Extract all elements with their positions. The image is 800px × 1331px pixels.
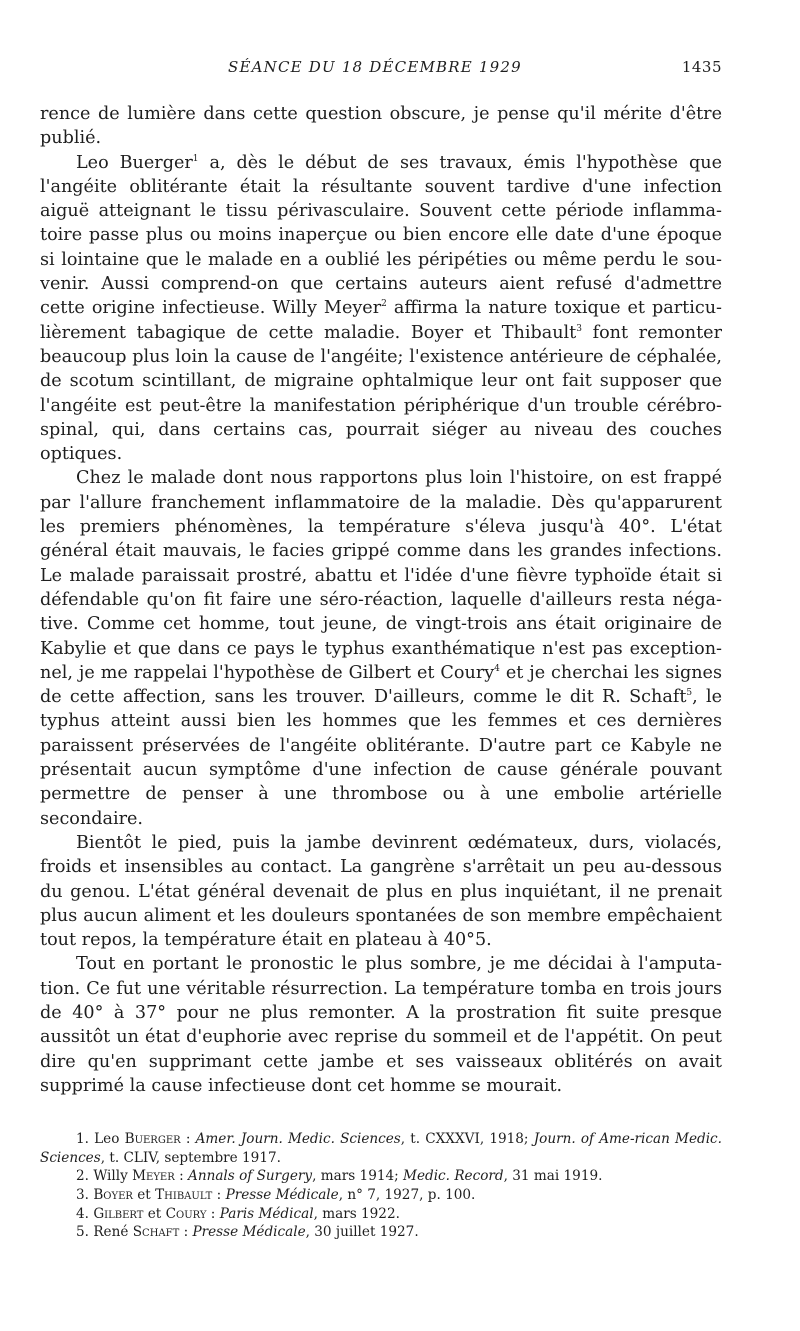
author-last: Buerger bbox=[124, 1131, 181, 1148]
journal-title: Presse Médicale bbox=[192, 1224, 306, 1241]
journal-title: Annals of Surgery bbox=[188, 1168, 313, 1185]
citation-detail: , 31 mai 1919. bbox=[503, 1168, 603, 1185]
footnote-5 bbox=[40, 1223, 722, 1242]
running-title: SÉANCE DU 18 DÉCEMBRE 1929 bbox=[228, 58, 522, 76]
citation-detail: , t. CXXXVI, 1918; bbox=[400, 1131, 534, 1148]
citation-detail: , mars 1914; bbox=[312, 1168, 404, 1185]
text-run: , le typhus atteint aussi bien les hommes que les femmes et ces dernières paraissent préservées de l'angéite oblitérante. D'autre part ce Kabyle ne présentait aucun symptôme d'une infection de cause générale pouvant permettre de penser à une thrombose ou à une embolie artérielle secondaire. bbox=[40, 687, 722, 829]
citation-detail: , mars 1922. bbox=[313, 1205, 400, 1222]
footnote-number: 2. bbox=[76, 1168, 89, 1185]
author-last: Schaft bbox=[132, 1224, 180, 1241]
footnote-1 bbox=[40, 1130, 722, 1167]
author-last: Boyer bbox=[93, 1186, 133, 1203]
author-last: Meyer bbox=[132, 1168, 175, 1185]
conjunction: et bbox=[143, 1205, 166, 1222]
text-run: Chez le malade dont nous rapportons plus loin l'histoire, on est frappé par l'allure franchement inflammatoire de la maladie. Dès qu'apparurent les premiers phénomènes, la température s'éleva jusqu'à 40°. L'état général était mauvais, le facies grippé comme dans les grandes infections. Le malade paraissait prostré, abattu et l'idée d'une fièvre typhoïde était si défendable qu'on fit faire une séro-réaction, laquelle d'ailleurs resta néga-tive. Comme cet homme, tout jeune, de vingt-trois ans était originaire de Kabylie et que dans ce pays le typhus exanthématique n'est pas exception-nel, je me rappelai l'hypothèse de Gilbert et Coury bbox=[40, 468, 722, 683]
text-run: et je cherchai les signes de cette affection, sans les trouver. D'ailleurs, comme le dit R. Schaft bbox=[40, 662, 722, 708]
journal-title: Presse Médicale bbox=[225, 1186, 339, 1203]
footnote-ref-3: 3 bbox=[576, 323, 582, 334]
conjunction: et bbox=[132, 1186, 156, 1203]
separator: : bbox=[206, 1205, 220, 1222]
footnote-4 bbox=[40, 1205, 722, 1224]
text-run: a, dès le début de ses travaux, émis l'hypothèse que l'angéite oblitérante était la résultante souvent tardive d'une infection aiguë atteignant le tissu périvasculaire. Souvent cette période inflamma-toire passe plus ou moins inaperçue ou bien encore elle date d'une époque si lointaine que le malade en a oublié les péripéties ou même perdu le sou-venir. Aussi comprend-on que certains auteurs aient refusé d'admettre cette origine infectieuse. Willy Meyer bbox=[40, 152, 722, 319]
author-first: Leo bbox=[94, 1131, 120, 1148]
separator: : bbox=[174, 1168, 188, 1185]
author-last: Coury bbox=[165, 1205, 207, 1222]
text-run: font remonter beaucoup plus loin la cause de l'angéite; l'existence antérieure de céphalée, de scotum scintillant, de migraine ophtalmique leur ont fait supposer que l'angéite est peut-être la manifestation périphérique d'un trouble cérébro-spinal, qui, dans certains cas, pourrait siéger au niveau des couches optiques. bbox=[40, 322, 722, 465]
footnote-number: 5. bbox=[76, 1224, 89, 1241]
footnote-ref-4: 4 bbox=[494, 663, 500, 674]
separator: : bbox=[180, 1131, 196, 1148]
author-last: Gilbert bbox=[93, 1205, 144, 1222]
paragraph-4: Bientôt le pied, puis la jambe devinrent œdémateux, durs, violacés, froids et insensibles au contact. La gangrène s'arrêtait un peu au-dessous du genou. L'état général devenait de plus en plus inquiétant, il ne prenait plus aucun aliment et les douleurs spontanées de son membre empêchaient tout repos, la température était en plateau à 40°5. bbox=[40, 832, 722, 951]
author-last: Thibault bbox=[155, 1186, 213, 1203]
journal-page bbox=[40, 58, 722, 1298]
separator: : bbox=[212, 1186, 226, 1203]
footnote-number: 3. bbox=[76, 1186, 89, 1203]
paragraph-2 bbox=[40, 151, 722, 467]
page-number: 1435 bbox=[681, 58, 722, 76]
paragraph-5: Tout en portant le pronostic le plus sombre, je me décidai à l'amputa-tion. Ce fut une véritable résurrection. La température tomba en trois jours de 40° à 37° pour ne plus remonter. A la prostration fit suite presque aussitôt un état d'euphorie avec reprise du sommeil et de l'appétit. On peut dire qu'en supprimant cette jambe et ses vaisseaux oblitérés on avait supprimé la cause infectieuse dont cet homme se mourait. bbox=[40, 954, 722, 1096]
text-run: Leo Buerger bbox=[76, 152, 193, 173]
citation-detail: , n° 7, 1927, p. 100. bbox=[338, 1186, 476, 1203]
footnote-number: 4. bbox=[76, 1205, 89, 1222]
running-head bbox=[40, 58, 722, 84]
journal-title: Journ. of Ame-rican Medic. Sciences bbox=[40, 1131, 722, 1166]
footnote-ref-2: 2 bbox=[381, 299, 387, 310]
journal-title: Paris Médical bbox=[219, 1205, 314, 1222]
citation-detail: , 30 juillet 1927. bbox=[305, 1224, 419, 1241]
separator: : bbox=[179, 1224, 193, 1241]
author-first: Willy bbox=[93, 1168, 128, 1185]
footnote-ref-5: 5 bbox=[686, 688, 693, 699]
citation-detail: , t. CLIV, septembre 1917. bbox=[100, 1149, 281, 1166]
paragraph-1: rence de lumière dans cette question obscure, je pense qu'il mérite d'être publié. bbox=[40, 104, 722, 149]
footnotes bbox=[40, 1130, 722, 1242]
author-first: René bbox=[93, 1224, 129, 1241]
journal-title: Amer. Journ. Medic. Sciences bbox=[195, 1131, 401, 1148]
paragraph-3 bbox=[40, 466, 722, 830]
footnote-ref-1: 1 bbox=[192, 153, 199, 164]
main-text bbox=[40, 102, 722, 1098]
text-run: affirma la nature toxique et particu-lièrement tabagique de cette maladie. Boyer et Thibault bbox=[40, 298, 722, 343]
footnote-3 bbox=[40, 1186, 722, 1205]
footnote-2 bbox=[40, 1167, 722, 1186]
footnote-number: 1. bbox=[76, 1131, 89, 1148]
journal-title: Medic. Record bbox=[403, 1168, 504, 1185]
